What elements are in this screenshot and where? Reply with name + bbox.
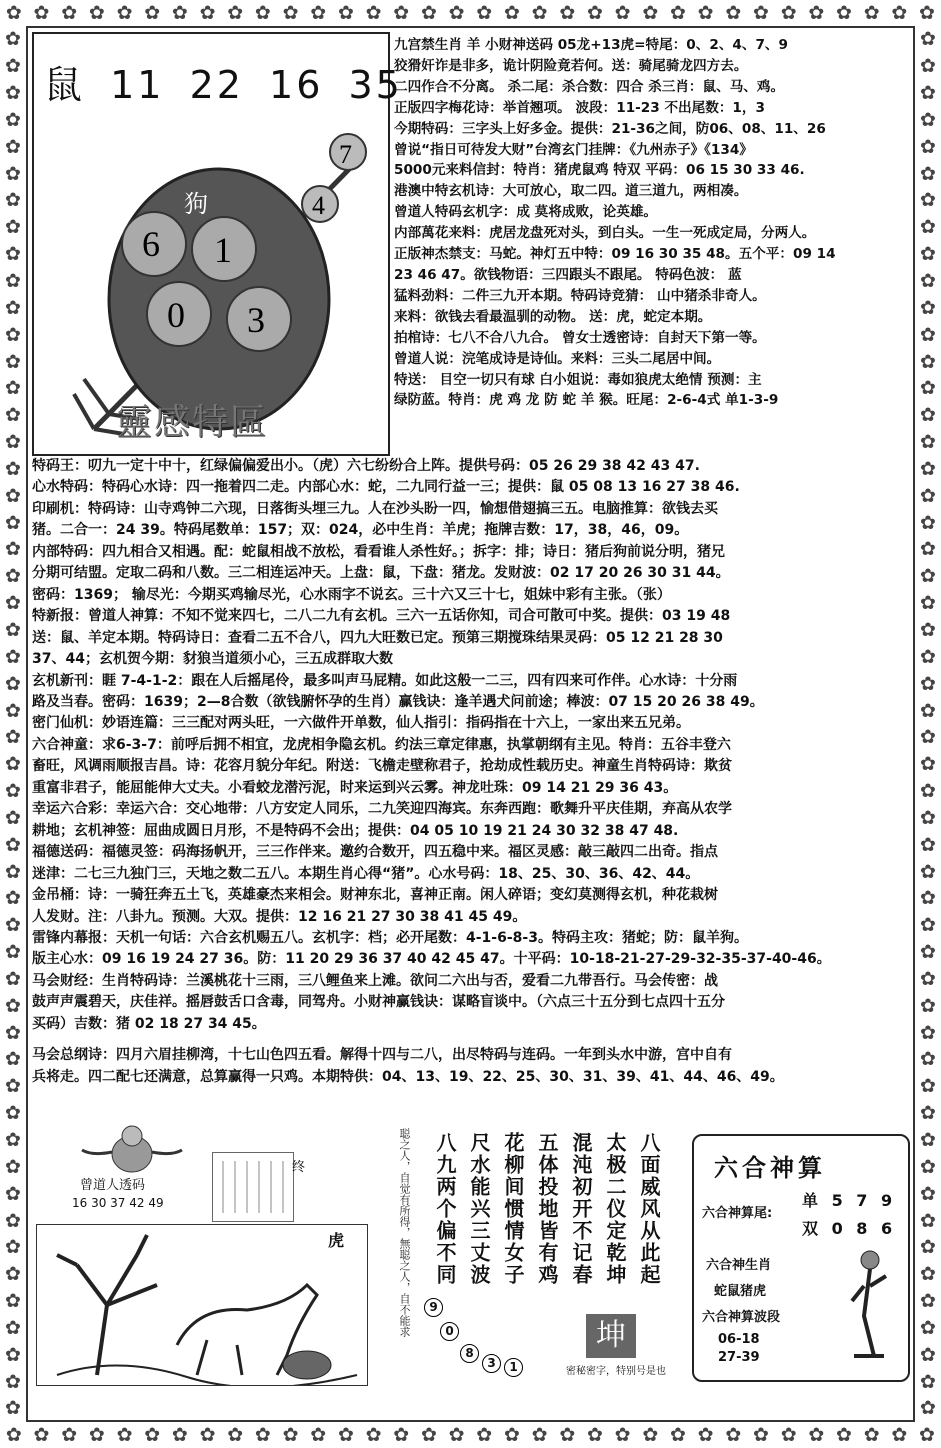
poem-column: 太极二仪定乾坤 bbox=[603, 1132, 627, 1286]
text-line: 金吊桶：诗：一骑狂奔五土飞，英雄豪杰来相会。财神东北，喜神正南。闲人碎语；变幻莫测得玄机，种花栽树 bbox=[32, 887, 718, 904]
border-flower-icon: ✿ bbox=[5, 1397, 21, 1420]
text-line: 内部特码：四九相合又相遇。配：蛇鼠相战不放松，看看谁人杀性好。；拆字：排；诗日：猪后狗前说分明，猪兄 bbox=[32, 543, 725, 560]
poem-column: 八九两个偏不同 bbox=[433, 1132, 457, 1286]
border-flower-icon: ✿ bbox=[920, 1048, 936, 1071]
right-text-line: 绿防蓝。特肖：虎 鸡 龙 防 蛇 羊 猴。旺尾：2-6-4式 单1-3-9 bbox=[394, 392, 779, 409]
border-flower-icon: ✿ bbox=[5, 860, 21, 883]
right-text-column bbox=[394, 35, 912, 411]
border-flower-icon: ✿ bbox=[920, 1370, 936, 1393]
border-flower-icon: ✿ bbox=[920, 538, 936, 561]
proverb-text: 聪之人，自觉有所得，無聪之人，自不能求 bbox=[398, 1128, 411, 1337]
border-flower-icon: ✿ bbox=[476, 2, 493, 24]
border-flower-icon: ✿ bbox=[836, 2, 852, 24]
border-flower-icon: ✿ bbox=[920, 1209, 936, 1232]
calc-wave-label: 六合神算波段 bbox=[702, 1310, 781, 1325]
border-flower-icon: ✿ bbox=[171, 1424, 188, 1446]
border-flower-icon: ✿ bbox=[5, 457, 21, 480]
border-flower-icon: ✿ bbox=[920, 511, 936, 534]
border-flower-icon: ✿ bbox=[337, 2, 354, 24]
border-flower-icon: ✿ bbox=[5, 1129, 21, 1152]
text-line: 鼓声声震碧天，庆佳祥。摇唇鼓舌口含毒，同驾舟。小财神赢钱诀：谋略盲谈中。（六点三十五分到七点四十五分 bbox=[32, 994, 725, 1011]
right-text-line: 狡猾奸诈是非多，诡计阴险竟若何。送：骑尾骑龙四方去。 bbox=[394, 57, 748, 74]
border-flower-icon: ✿ bbox=[920, 1343, 936, 1366]
border-flower-icon: ✿ bbox=[61, 2, 78, 24]
text-line: 玄机新刊：睚 7-4-1-2：跟在人后摇尾伶，最多叫声马屁精。如此这般一二三，四有四来可作伴。心水诗：十分雨 bbox=[32, 672, 738, 689]
border-flower-icon: ✿ bbox=[5, 270, 21, 293]
border-flower-icon: ✿ bbox=[5, 511, 21, 534]
border-flower-icon: ✿ bbox=[920, 270, 936, 293]
right-text-line: 23 46 47。欲钱物语：三四跟头不跟尾。 特码色波： 蓝 bbox=[394, 266, 742, 283]
border-flower-icon: ✿ bbox=[5, 672, 21, 695]
calc-wave-2: 27-39 bbox=[718, 1350, 760, 1365]
border-flower-icon: ✿ bbox=[920, 243, 936, 266]
border-flower-icon: ✿ bbox=[5, 914, 21, 937]
border-flower-icon: ✿ bbox=[5, 296, 21, 319]
kun-caption: 密秘密字，特别号是也 bbox=[566, 1366, 666, 1377]
vertical-poem bbox=[432, 1132, 662, 1286]
border-flower-icon: ✿ bbox=[725, 1424, 742, 1446]
right-text-line: 内部萬花来料：虎居龙盘死对头，到白头。一生一死成定局，分两人。 bbox=[394, 225, 816, 242]
border-flower-icon: ✿ bbox=[5, 404, 21, 427]
border-flower-icon: ✿ bbox=[5, 189, 21, 212]
text-line: 特码王：叨九一定十中十，红绿偏偏爱出小。（虎）六七纷纷合上阵。提供号码：05 26 29 38 42 43 47. bbox=[32, 458, 700, 474]
border-flower-icon: ✿ bbox=[920, 55, 936, 78]
border-flower-icon: ✿ bbox=[780, 2, 797, 24]
border-flower-icon: ✿ bbox=[920, 457, 936, 480]
border-flower-icon: ✿ bbox=[5, 2, 22, 24]
border-flower-icon: ✿ bbox=[88, 1424, 105, 1446]
border-flower-icon: ✿ bbox=[920, 216, 936, 239]
border-flower-icon: ✿ bbox=[920, 592, 936, 615]
border-flower-icon: ✿ bbox=[503, 1424, 520, 1446]
text-line: 特新报：曾道人神算：不知不觉来四七，二八二九有玄机。三六一五话你知，司合可散可中奖。提供：03 19 48 bbox=[32, 608, 731, 625]
border-flower-icon: ✿ bbox=[891, 1424, 908, 1446]
right-text-line: 曾说“指日可待发大财”台湾玄门挂牌：《九州赤子》《134》 bbox=[394, 141, 753, 158]
border-flower-icon: ✿ bbox=[920, 1397, 936, 1420]
border-flower-icon: ✿ bbox=[920, 82, 936, 105]
border-flower-icon: ✿ bbox=[697, 1424, 714, 1446]
border-flower-icon: ✿ bbox=[5, 967, 21, 990]
border-flower-icon: ✿ bbox=[780, 1424, 797, 1446]
border-flower-icon: ✿ bbox=[920, 1102, 936, 1125]
border-flower-icon: ✿ bbox=[144, 2, 161, 24]
kun-character: 坤 bbox=[586, 1314, 636, 1358]
right-text-line: 正版神杰禁支：马蛇。神灯五中特：09 16 30 35 48。五个平：09 14 bbox=[394, 246, 836, 263]
border-flower-icon: ✿ bbox=[920, 941, 936, 964]
text-line: 印刷机：特码诗：山寺鸡钟二六现，日落街头埋三九。人在沙头盼一四，愉想借翅搞三五。电脑推算：欲钱去买 bbox=[32, 500, 718, 517]
border-flower-icon: ✿ bbox=[199, 2, 216, 24]
border-flower-icon: ✿ bbox=[5, 108, 21, 131]
border-flower-icon: ✿ bbox=[365, 1424, 382, 1446]
bottom-flower-border bbox=[0, 1422, 941, 1448]
right-text-line: 拍棺诗：七八不合八九合。 曾女士透密诗：自封天下第一等。 bbox=[394, 329, 766, 346]
calc-tail-label: 六合神算尾: bbox=[702, 1206, 773, 1221]
border-flower-icon: ✿ bbox=[920, 1021, 936, 1044]
border-flower-icon: ✿ bbox=[920, 726, 936, 749]
border-flower-icon: ✿ bbox=[5, 1370, 21, 1393]
ad-title: 曾道人透码 bbox=[80, 1178, 146, 1193]
border-flower-icon: ✿ bbox=[863, 2, 880, 24]
gourd-body bbox=[109, 169, 329, 429]
border-flower-icon: ✿ bbox=[448, 1424, 465, 1446]
border-flower-icon: ✿ bbox=[171, 2, 188, 24]
text-line: 耕地；玄机神签：屈曲成圆日月形，不是特码不会出；提供：04 05 10 19 21 24 30 32 38 47 48. bbox=[32, 822, 679, 839]
border-flower-icon: ✿ bbox=[199, 1424, 216, 1446]
border-flower-icon: ✿ bbox=[5, 55, 21, 78]
ball-number: 1 bbox=[214, 230, 232, 270]
poem-column: 八面威风从此起 bbox=[637, 1132, 661, 1286]
border-flower-icon: ✿ bbox=[5, 28, 21, 51]
border-flower-icon: ✿ bbox=[5, 1102, 21, 1125]
border-flower-icon: ✿ bbox=[920, 914, 936, 937]
border-flower-icon: ✿ bbox=[863, 1424, 880, 1446]
border-flower-icon: ✿ bbox=[920, 323, 936, 346]
border-flower-icon: ✿ bbox=[920, 780, 936, 803]
border-flower-icon: ✿ bbox=[920, 887, 936, 910]
border-flower-icon: ✿ bbox=[88, 2, 105, 24]
ad-card bbox=[32, 1122, 210, 1217]
border-flower-icon: ✿ bbox=[919, 1424, 935, 1446]
border-flower-icon: ✿ bbox=[5, 1182, 21, 1205]
border-flower-icon: ✿ bbox=[5, 1048, 21, 1071]
border-flower-icon: ✿ bbox=[920, 1075, 936, 1098]
border-flower-icon: ✿ bbox=[61, 1424, 78, 1446]
border-flower-icon: ✿ bbox=[920, 1290, 936, 1313]
calc-title: 六合神算 bbox=[714, 1154, 826, 1182]
border-flower-icon: ✿ bbox=[5, 484, 21, 507]
border-flower-icon: ✿ bbox=[697, 2, 714, 24]
number-badge: 9 bbox=[424, 1298, 443, 1317]
border-flower-icon: ✿ bbox=[920, 350, 936, 373]
border-flower-icon: ✿ bbox=[753, 2, 769, 24]
border-flower-icon: ✿ bbox=[920, 162, 936, 185]
calc-double: 双 0 8 6 bbox=[802, 1219, 897, 1238]
scroll-image bbox=[212, 1152, 294, 1222]
text-line: 买码）吉数：猪 02 18 27 34 45。 bbox=[32, 1015, 266, 1032]
number-badge: 3 bbox=[482, 1354, 501, 1373]
zodiac-number: 16 bbox=[269, 63, 324, 107]
border-flower-icon: ✿ bbox=[920, 618, 936, 641]
border-flower-icon: ✿ bbox=[614, 1424, 631, 1446]
text-line: 雷锋内幕报：天机一句话：六合玄机赐五八。玄机字：档；必开尾数：4-1-6-8-3。特码主攻：猪蛇；防：鼠羊狗。 bbox=[32, 929, 748, 946]
border-flower-icon: ✿ bbox=[920, 994, 936, 1017]
poem-column: 混沌初开不记春 bbox=[569, 1132, 593, 1286]
border-flower-icon: ✿ bbox=[5, 323, 21, 346]
border-flower-icon: ✿ bbox=[144, 1424, 161, 1446]
border-flower-icon: ✿ bbox=[33, 2, 50, 24]
border-flower-icon: ✿ bbox=[920, 645, 936, 668]
ad-numbers: 16 30 37 42 49 bbox=[72, 1196, 164, 1210]
border-flower-icon: ✿ bbox=[559, 1424, 576, 1446]
gourd-illustration bbox=[34, 34, 388, 454]
text-line: 兵将走。四二配七还满意，总算赢得一只鸡。本期特供：04、13、19、22、25、30、31、39、41、44、46、49。 bbox=[32, 1068, 784, 1085]
zodiac-number: 35 bbox=[348, 63, 403, 107]
right-text-line: 九宫禁生肖 羊 小财神送码 05龙+13虎=特尾：0、2、4、7、9 bbox=[394, 37, 788, 53]
border-flower-icon: ✿ bbox=[920, 1155, 936, 1178]
text-line: 幸运六合彩：幸运六合：交心地带：八方安定人同乐，二九笑迎四海宾。东奔西跑：歌舞升平庆佳期，弃高从农学 bbox=[32, 801, 732, 818]
border-flower-icon: ✿ bbox=[920, 484, 936, 507]
poem-column: 五体投地皆有鸡 bbox=[535, 1132, 559, 1286]
border-flower-icon: ✿ bbox=[448, 2, 465, 24]
border-flower-icon: ✿ bbox=[420, 2, 437, 24]
border-flower-icon: ✿ bbox=[5, 243, 21, 266]
calc-single: 单 5 7 9 bbox=[802, 1191, 897, 1210]
border-flower-icon: ✿ bbox=[5, 994, 21, 1017]
border-flower-icon: ✿ bbox=[227, 1424, 244, 1446]
border-flower-icon: ✿ bbox=[670, 1424, 686, 1446]
border-flower-icon: ✿ bbox=[725, 2, 742, 24]
border-flower-icon: ✿ bbox=[5, 1075, 21, 1098]
border-flower-icon: ✿ bbox=[254, 2, 271, 24]
right-text-line: 正版四字梅花诗：举首翘项。 波段：11-23 不出尾数：1，3 bbox=[394, 99, 765, 116]
ball-number: 3 bbox=[247, 300, 265, 340]
border-flower-icon: ✿ bbox=[586, 2, 603, 24]
border-flower-icon: ✿ bbox=[5, 1021, 21, 1044]
text-line: 密门仙机：妙语连篇：三三配对两头旺，一六做件开单数，仙人指引：指码指在十六上，一家出来五兄弟。 bbox=[32, 715, 690, 732]
calc-zodiac: 蛇鼠猪虎 bbox=[714, 1284, 767, 1299]
border-flower-icon: ✿ bbox=[310, 1424, 327, 1446]
border-flower-icon: ✿ bbox=[920, 1263, 936, 1286]
left-flower-border bbox=[0, 26, 26, 1422]
tree-and-animal-icon bbox=[37, 1225, 367, 1385]
border-flower-icon: ✿ bbox=[614, 2, 631, 24]
border-flower-icon: ✿ bbox=[5, 1209, 21, 1232]
right-text-line: 港澳中特玄机诗：大可放心，取二四。道三道九，两相凑。 bbox=[394, 183, 748, 200]
right-text-line: 5000元来料信封：特肖：猪虎鼠鸡 特双 平码：06 15 30 33 46. bbox=[394, 162, 805, 179]
text-line: 六合神童：求6-3-7：前呼后拥不相宜，龙虎相争隐玄机。约法三章定律惠，执掌朝纲有主见。特肖：五谷丰登六 bbox=[32, 736, 731, 753]
border-flower-icon: ✿ bbox=[5, 1290, 21, 1313]
text-line: 37、44；玄机贺今期：豺狼当道须小心，三五成群取大数 bbox=[32, 651, 393, 668]
border-flower-icon: ✿ bbox=[920, 860, 936, 883]
border-flower-icon: ✿ bbox=[116, 2, 133, 24]
tiger-illustration bbox=[36, 1224, 368, 1386]
text-line: 人发财。注：八卦九。预测。大双。提供：12 16 21 27 30 38 41 45 49。 bbox=[32, 908, 527, 925]
text-line: 畜旺，风调雨顺报吉昌。诗：花容月貌分年纪。附送：飞檐走壁称君子，抢劫成性载历史。神童生肖特码诗：欺贫 bbox=[32, 758, 732, 775]
calc-wave-1: 06-18 bbox=[718, 1332, 760, 1347]
border-flower-icon: ✿ bbox=[393, 2, 410, 24]
border-flower-icon: ✿ bbox=[5, 431, 21, 454]
scroll-end-char: 终 bbox=[292, 1160, 306, 1175]
border-flower-icon: ✿ bbox=[420, 1424, 437, 1446]
border-flower-icon: ✿ bbox=[227, 2, 244, 24]
border-flower-icon: ✿ bbox=[5, 1424, 22, 1446]
right-text-line: 猛料劲料：二件三九开本期。特码诗竞猜： 山中猪杀非奇人。 bbox=[394, 287, 766, 304]
border-flower-icon: ✿ bbox=[5, 941, 21, 964]
right-flower-border bbox=[915, 26, 941, 1422]
poem-column: 尺水能兴三丈波 bbox=[467, 1132, 491, 1286]
number-badges bbox=[424, 1298, 524, 1378]
text-line: 版主心水：09 16 19 24 27 36。防：11 20 29 36 37 40 42 45 47。十平码：10-18-21-27-29-32-35-37-40-46。 bbox=[32, 951, 831, 968]
ball-number: 6 bbox=[142, 224, 160, 264]
border-flower-icon: ✿ bbox=[5, 377, 21, 400]
border-flower-icon: ✿ bbox=[891, 2, 908, 24]
number-badge: 0 bbox=[440, 1322, 459, 1341]
border-flower-icon: ✿ bbox=[282, 1424, 299, 1446]
border-flower-icon: ✿ bbox=[920, 28, 936, 51]
border-flower-icon: ✿ bbox=[5, 887, 21, 910]
border-flower-icon: ✿ bbox=[5, 780, 21, 803]
border-flower-icon: ✿ bbox=[920, 377, 936, 400]
border-flower-icon: ✿ bbox=[5, 1155, 21, 1178]
fortune-doll-icon bbox=[72, 1122, 192, 1176]
right-text-line: 二四作合不分离。 杀二尾：杀合数：四合 杀三肖：鼠、马、鸡。 bbox=[394, 78, 785, 95]
poem-column: 花柳间惯情女子 bbox=[501, 1132, 525, 1286]
zodiac-number: 11 bbox=[110, 63, 165, 107]
border-flower-icon: ✿ bbox=[920, 1129, 936, 1152]
border-flower-icon: ✿ bbox=[919, 2, 935, 24]
text-line: 福德送码：福德灵签：码海扬帆开，三三作伴来。邀约合数开，四五稳中来。福区灵感：敲三敲四二出奇。指点 bbox=[32, 844, 718, 861]
border-flower-icon: ✿ bbox=[5, 565, 21, 588]
sage-figure-icon bbox=[844, 1246, 894, 1366]
border-flower-icon: ✿ bbox=[503, 2, 520, 24]
border-flower-icon: ✿ bbox=[5, 350, 21, 373]
border-flower-icon: ✿ bbox=[5, 833, 21, 856]
right-text-line: 曾道人特码玄机字：成 莫将成败，论英雄。 bbox=[394, 204, 658, 221]
text-line bbox=[32, 1035, 912, 1045]
border-flower-icon: ✿ bbox=[5, 699, 21, 722]
zodiac-char: 鼠 bbox=[44, 63, 86, 107]
border-flower-icon: ✿ bbox=[365, 2, 382, 24]
border-flower-icon: ✿ bbox=[476, 1424, 493, 1446]
border-flower-icon: ✿ bbox=[254, 1424, 271, 1446]
border-flower-icon: ✿ bbox=[531, 1424, 548, 1446]
calc-zodiac-label: 六合神生肖 bbox=[706, 1258, 772, 1273]
border-flower-icon: ✿ bbox=[559, 2, 576, 24]
border-flower-icon: ✿ bbox=[920, 296, 936, 319]
border-flower-icon: ✿ bbox=[920, 672, 936, 695]
zodiac-number: 22 bbox=[189, 63, 244, 107]
logo: 靈感特區 bbox=[116, 402, 269, 443]
border-flower-icon: ✿ bbox=[5, 1236, 21, 1259]
right-text-line: 曾道人说：浣笔成诗是诗仙。来料：三头二尾居中间。 bbox=[394, 350, 721, 367]
ball-number: 0 bbox=[167, 295, 185, 335]
border-flower-icon: ✿ bbox=[5, 1316, 21, 1339]
border-flower-icon: ✿ bbox=[920, 108, 936, 131]
liuhe-calculation-box bbox=[692, 1134, 910, 1382]
border-flower-icon: ✿ bbox=[5, 806, 21, 829]
text-line: 马会财经：生肖特码诗：兰溪桃花十三雨，三八鲤鱼来上滩。欲问二六出与否，爱看二九带吾行。马会传密：战 bbox=[32, 972, 718, 989]
right-text-line: 特送： 目空一切只有球 白小姐说：毒如狼虎太绝情 预测：主 bbox=[394, 371, 762, 388]
border-flower-icon: ✿ bbox=[5, 726, 21, 749]
right-text-line: 今期特码：三字头上好多金。提供：21-36之间，防06、08、11、26 bbox=[394, 120, 826, 137]
border-flower-icon: ✿ bbox=[920, 135, 936, 158]
border-flower-icon: ✿ bbox=[310, 2, 327, 24]
border-flower-icon: ✿ bbox=[5, 753, 21, 776]
border-flower-icon: ✿ bbox=[5, 135, 21, 158]
border-flower-icon: ✿ bbox=[5, 82, 21, 105]
border-flower-icon: ✿ bbox=[920, 967, 936, 990]
border-flower-icon: ✿ bbox=[5, 618, 21, 641]
border-flower-icon: ✿ bbox=[920, 833, 936, 856]
border-flower-icon: ✿ bbox=[33, 1424, 50, 1446]
border-flower-icon: ✿ bbox=[753, 1424, 769, 1446]
border-flower-icon: ✿ bbox=[531, 2, 548, 24]
border-flower-icon: ✿ bbox=[808, 2, 825, 24]
border-flower-icon: ✿ bbox=[920, 189, 936, 212]
border-flower-icon: ✿ bbox=[642, 2, 659, 24]
border-flower-icon: ✿ bbox=[920, 806, 936, 829]
border-flower-icon: ✿ bbox=[920, 1316, 936, 1339]
border-flower-icon: ✿ bbox=[920, 565, 936, 588]
border-flower-icon: ✿ bbox=[5, 592, 21, 615]
ball-zodiac-label: 狗 bbox=[184, 190, 208, 218]
bottom-section bbox=[32, 1122, 912, 1390]
border-flower-icon: ✿ bbox=[920, 404, 936, 427]
border-flower-icon: ✿ bbox=[5, 1343, 21, 1366]
text-line: 送：鼠、羊定本期。特码诗日：查看二五不合八，四九大旺数已定。预第三期搅珠结果灵码：05 12 21 28 30 bbox=[32, 629, 723, 646]
border-flower-icon: ✿ bbox=[5, 162, 21, 185]
text-line: 猪。二合一：24 39。特码尾数单：157；双：024，必中生肖：羊虎；拖牌吉数：17，38，46，09。 bbox=[32, 522, 689, 539]
text-line: 重富非君子，能屈能伸大丈夫。小看蛟龙潜污泥，时来运到兴云雾。神龙吐珠：09 14 21 29 36 43。 bbox=[32, 779, 678, 796]
number-badge: 8 bbox=[460, 1344, 479, 1363]
border-flower-icon: ✿ bbox=[920, 1236, 936, 1259]
border-flower-icon: ✿ bbox=[393, 1424, 410, 1446]
border-flower-icon: ✿ bbox=[5, 1263, 21, 1286]
border-flower-icon: ✿ bbox=[836, 1424, 852, 1446]
arrow-number: 7 bbox=[339, 140, 352, 169]
arrow-number: 4 bbox=[312, 191, 325, 220]
top-flower-border bbox=[0, 0, 941, 26]
border-flower-icon: ✿ bbox=[5, 538, 21, 561]
border-flower-icon: ✿ bbox=[808, 1424, 825, 1446]
border-flower-icon: ✿ bbox=[920, 431, 936, 454]
text-line: 马会总纲诗：四月六眉挂柳湾，十七山色四五看。解得十四与二八，出尽特码与连码。一年到头水中游，宫中自有 bbox=[32, 1047, 732, 1064]
border-flower-icon: ✿ bbox=[282, 2, 299, 24]
border-flower-icon: ✿ bbox=[642, 1424, 659, 1446]
scroll-text-icon bbox=[213, 1153, 293, 1221]
right-text-line: 来料：欲钱去看最温驯的动物。 送：虎，蛇定本期。 bbox=[394, 308, 712, 325]
border-flower-icon: ✿ bbox=[5, 216, 21, 239]
text-line: 密码：1369； 输尽光：今期买鸡输尽光，心水雨字不说玄。三十六又三十七，姐妹中彩有主张。（张） bbox=[32, 586, 671, 603]
border-flower-icon: ✿ bbox=[586, 1424, 603, 1446]
border-flower-icon: ✿ bbox=[670, 2, 686, 24]
border-flower-icon: ✿ bbox=[920, 1182, 936, 1205]
border-flower-icon: ✿ bbox=[920, 753, 936, 776]
border-flower-icon: ✿ bbox=[337, 1424, 354, 1446]
text-line: 心水特码：特码心水诗：四一拖着四二走。内部心水：蛇，二九同行益一三；提供：鼠 05 08 13 16 27 38 46. bbox=[32, 479, 740, 496]
main-text-block bbox=[32, 456, 912, 1088]
text-line: 迷津：二七三九独门三，天地之数二五八。本期生肖心得“猪”。心水号码：18、25、30、36、42、44。 bbox=[32, 865, 700, 882]
picture-label: 虎 bbox=[328, 1231, 345, 1250]
border-flower-icon: ✿ bbox=[116, 1424, 133, 1446]
lucky-number-panel bbox=[32, 32, 403, 456]
text-line: 分期可结盟。定取二码和八数。三二相连运冲天。上盘：鼠，下盘：猪龙。发财波：02 17 20 26 30 31 44。 bbox=[32, 565, 730, 582]
number-badge: 1 bbox=[504, 1358, 523, 1377]
text-line: 路及当春。密码：1639；2—8合数（欲钱腑怀孕的生肖）赢钱诀：逢羊遇犬问前途；棒波：07 15 20 26 38 49。 bbox=[32, 693, 764, 710]
border-flower-icon: ✿ bbox=[5, 645, 21, 668]
border-flower-icon: ✿ bbox=[920, 699, 936, 722]
